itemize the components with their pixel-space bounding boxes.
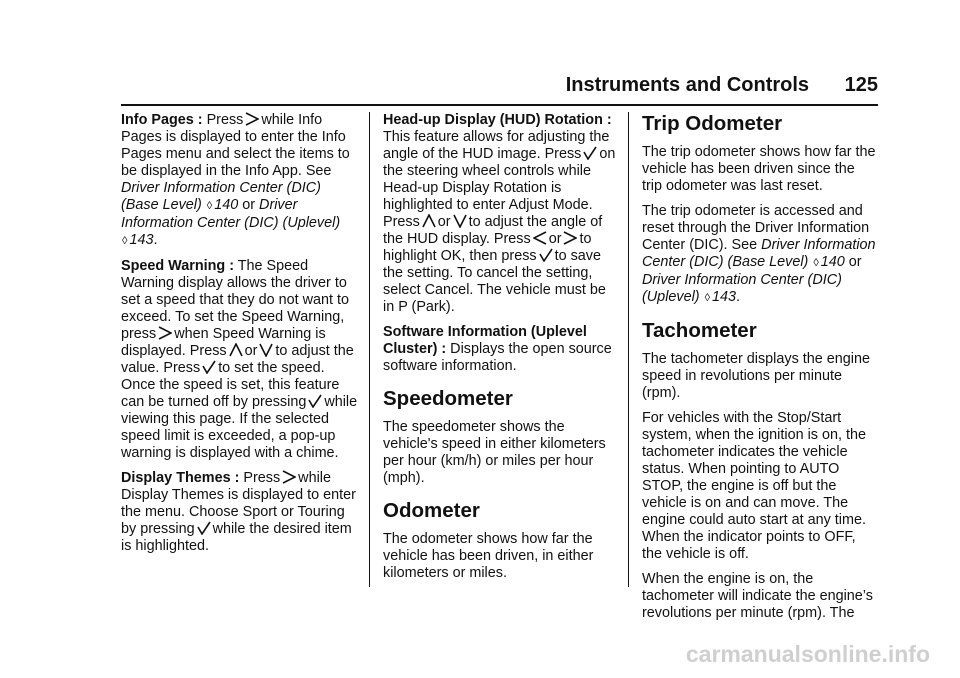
text: The trip odometer is accessed and reset through the Driver Information Center (DIC). See xyxy=(642,203,870,253)
text: This feature allows for adjusting the angle of the HUD image. Press xyxy=(383,129,610,162)
page-header xyxy=(0,74,878,97)
header-rule xyxy=(121,104,878,106)
text: . xyxy=(736,289,741,305)
hud-rotation-label: Head-up Display (HUD) Rotation : xyxy=(383,112,612,128)
text: or xyxy=(242,197,256,213)
text: or xyxy=(437,214,451,230)
odometer-paragraph: The odometer shows how far the vehicle has been driven, in either kilometers or miles. xyxy=(383,531,594,581)
tachometer-stop-start-paragraph: For vehicles with the Stop/Start system, when the ignition is on, the tachometer indicates the vehicle status. When pointing to AUTO STOP, the engine is off but the vehicle is on and can move. The engine could auto start at any time. When the indicator points to OFF, the vehicle is off. xyxy=(642,410,866,562)
text: while Display Themes is displayed to enter the menu. Choose Sport or Touring by pressing xyxy=(121,470,356,537)
trip-odometer-reset-paragraph xyxy=(642,203,878,307)
page-reference[interactable]: 140 xyxy=(820,254,845,270)
text: on the steering wheel controls while Head-up Display Rotation is highlighted to enter Adjust Mode. Press xyxy=(383,146,616,230)
text: to highlight OK, then press xyxy=(383,231,592,264)
page-reference-icon: ◊ xyxy=(206,200,213,212)
page-reference-icon: ◊ xyxy=(813,257,819,269)
right-arrow-icon xyxy=(245,112,259,126)
right-arrow-icon xyxy=(158,326,172,340)
checkmark-icon xyxy=(539,248,553,262)
column-divider xyxy=(369,112,370,587)
info-pages-paragraph xyxy=(121,112,359,250)
up-arrow-icon xyxy=(229,343,243,357)
page-reference[interactable]: 143 xyxy=(129,232,154,248)
page-reference[interactable]: 143 xyxy=(712,289,737,305)
trip-odometer-paragraph: The trip odometer shows how far the vehicle has been driven since the trip odometer was last reset. xyxy=(642,144,876,194)
text: Displays the open source software information. xyxy=(383,341,612,374)
tachometer-paragraph: The tachometer displays the engine speed in revolutions per minute (rpm). xyxy=(642,351,870,401)
text: when Speed Warning is displayed. Press xyxy=(121,326,326,359)
right-arrow-icon xyxy=(282,470,296,484)
display-themes-paragraph xyxy=(121,470,359,555)
text: to set the speed. Once the speed is set, this feature can be turned off by pressing xyxy=(121,360,340,410)
watermark: carmanualsonline.info xyxy=(685,641,930,667)
checkmark-icon xyxy=(197,521,211,535)
text: while viewing this page. If the selected speed limit is exceeded, a pop-up warning is displayed with a chime. xyxy=(121,394,358,461)
column-3 xyxy=(642,112,878,630)
page-reference-icon: ◊ xyxy=(704,292,711,304)
text: or xyxy=(548,231,562,247)
software-info-label: Software Information (Uplevel Cluster) : xyxy=(383,324,587,357)
column-divider xyxy=(628,112,629,587)
page-reference[interactable]: 140 xyxy=(214,197,239,213)
speedometer-heading: Speedometer xyxy=(383,387,513,410)
speed-warning-paragraph xyxy=(121,258,359,462)
speedometer-paragraph: The speedometer shows the vehicle's speed in either kilometers per hour (km/h) or miles per hour (mph). xyxy=(383,419,606,486)
software-info-paragraph xyxy=(383,324,621,375)
display-themes-label: Display Themes : xyxy=(121,470,240,486)
tachometer-heading: Tachometer xyxy=(642,319,757,342)
page-number: 125 xyxy=(844,74,878,96)
left-arrow-icon xyxy=(533,231,547,245)
down-arrow-icon xyxy=(259,343,273,357)
text: Press xyxy=(243,470,281,486)
text: See xyxy=(305,163,332,179)
tachometer-engine-on-paragraph: When the engine is on, the tachometer will indicate the engine’s revolutions per minute (rpm). The xyxy=(642,571,873,621)
text: to adjust the value. Press xyxy=(121,343,354,376)
section-title: Instruments and Controls xyxy=(565,74,810,96)
info-pages-label: Info Pages : xyxy=(121,112,203,128)
page-reference-icon: ◊ xyxy=(122,235,128,247)
text: while the desired item is highlighted. xyxy=(121,521,352,554)
text: while Info Pages is displayed to enter the Info Pages menu and select the items to be displayed in the Info App. xyxy=(121,112,350,179)
text: Press xyxy=(206,112,244,128)
text: The Speed Warning display allows the driver to set a speed that they do not want to exceed. To set the Speed Warning, press xyxy=(121,258,350,342)
speed-warning-label: Speed Warning : xyxy=(121,258,234,274)
down-arrow-icon xyxy=(453,214,467,228)
checkmark-icon xyxy=(308,394,322,408)
text: or xyxy=(848,254,862,270)
right-arrow-icon xyxy=(563,231,577,245)
cross-reference-link[interactable]: Driver Information Center (DIC) (Uplevel) xyxy=(642,272,842,305)
checkmark-icon xyxy=(583,146,597,160)
odometer-heading: Odometer xyxy=(383,499,480,522)
trip-odometer-heading: Trip Odometer xyxy=(642,112,783,135)
cross-reference-link[interactable]: Driver Information Center (DIC) (Base Level) xyxy=(121,180,321,213)
cross-reference-link[interactable]: Driver Information Center (DIC) (Uplevel) xyxy=(121,197,341,231)
column-2 xyxy=(383,112,621,590)
text: to save the setting. To cancel the setting, select Cancel. The vehicle must be in P (Park). xyxy=(383,248,606,315)
text: to adjust the angle of the HUD display. Press xyxy=(383,214,603,247)
text: or xyxy=(244,343,258,359)
checkmark-icon xyxy=(202,360,216,374)
hud-rotation-paragraph xyxy=(383,112,621,316)
up-arrow-icon xyxy=(422,214,436,228)
cross-reference-link[interactable]: Driver Information Center (DIC) (Base Level) xyxy=(642,237,876,270)
text: . xyxy=(153,232,158,248)
column-1 xyxy=(121,112,359,563)
